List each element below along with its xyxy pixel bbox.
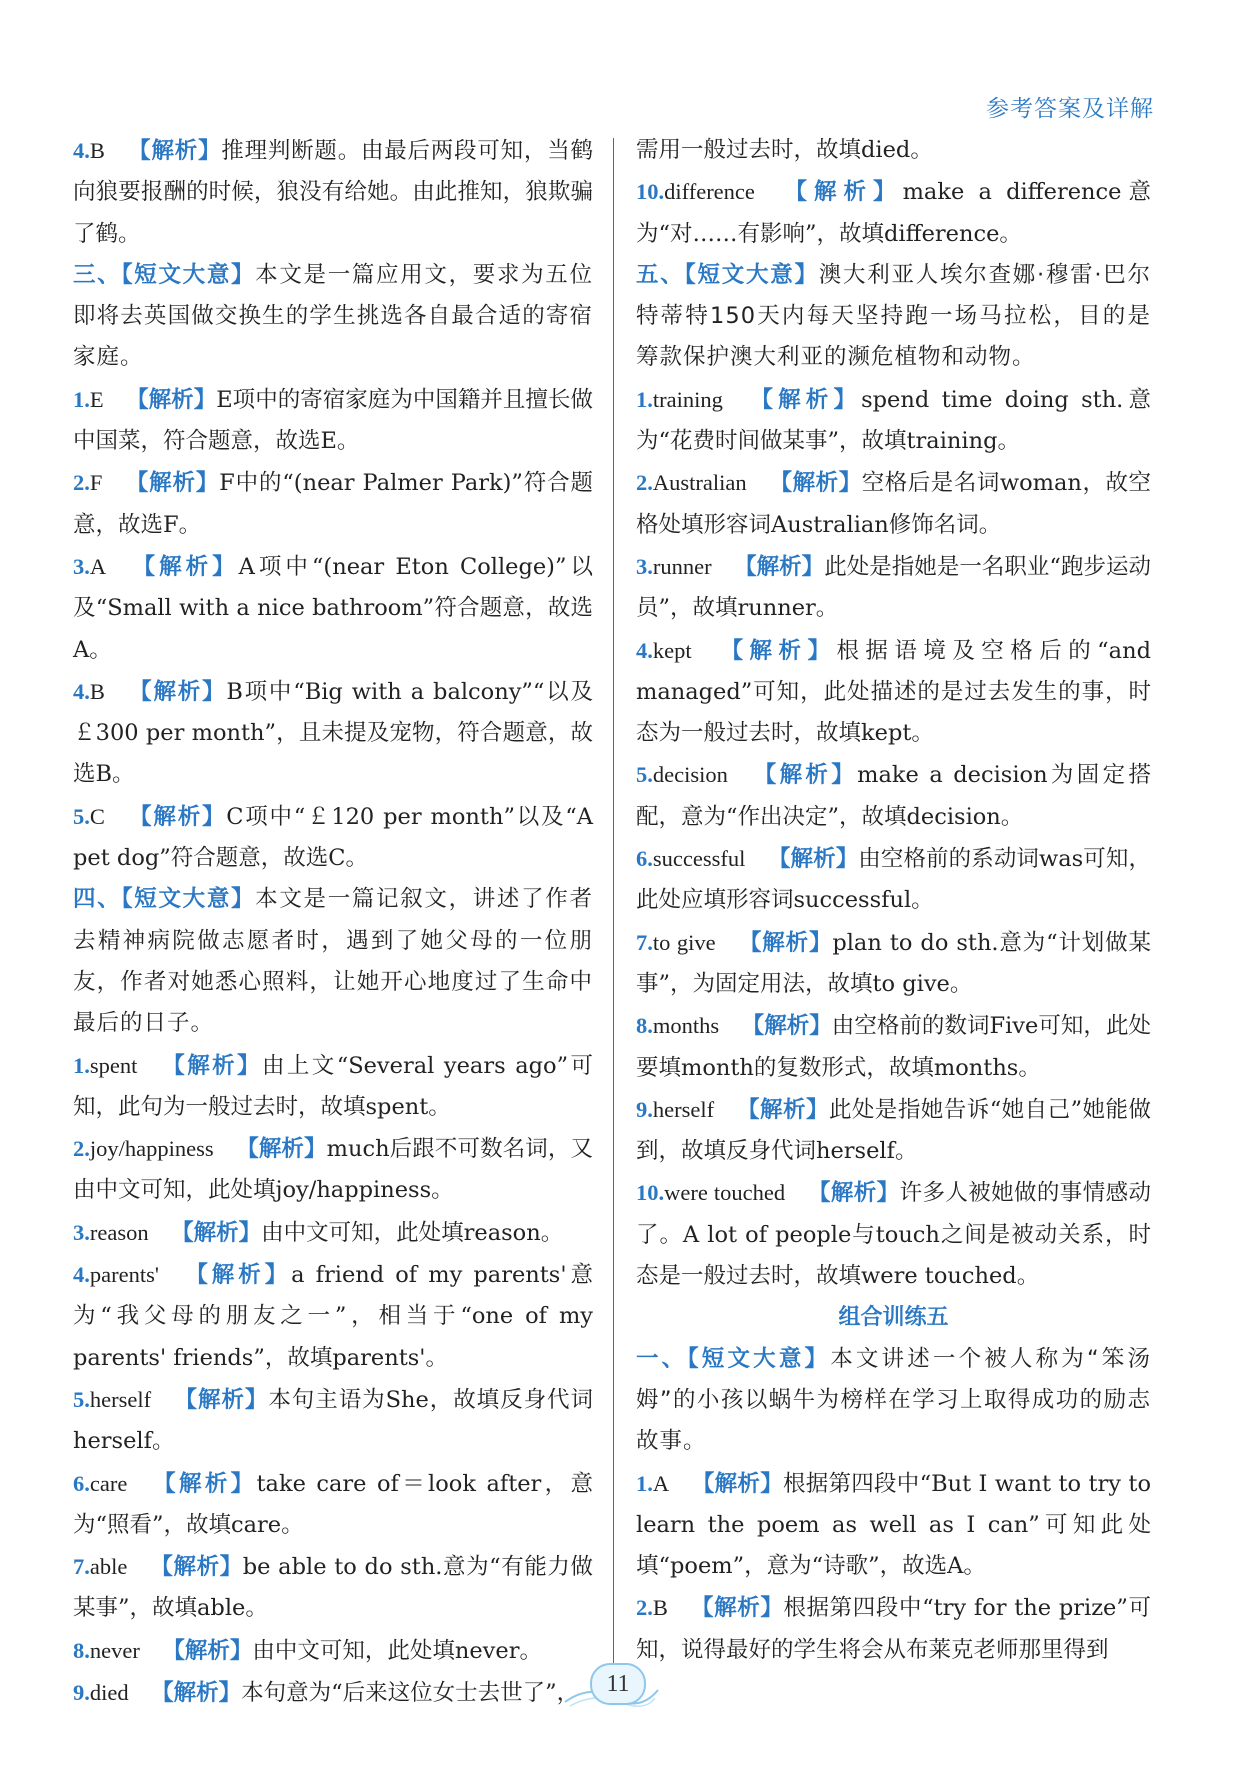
answer-value: C xyxy=(89,803,105,829)
answer-item xyxy=(73,671,593,796)
analysis-tag: 【解析】 xyxy=(149,1554,243,1581)
answer-item xyxy=(636,922,1151,1006)
answer-item xyxy=(636,1587,1151,1671)
section-number: 三、 xyxy=(73,261,122,288)
explanation-text: F中的“(near Palmer Park)”符合题意，故选F。 xyxy=(73,470,593,538)
answer-item xyxy=(636,379,1151,463)
answer-value: reason xyxy=(89,1219,149,1245)
answer-value: B xyxy=(652,1595,668,1621)
explanation-text: 由空格前的系动词was可知，此处应填形容词successful。 xyxy=(636,846,1151,914)
analysis-tag: 【解析】 xyxy=(777,179,903,206)
section-summary xyxy=(636,1339,1151,1463)
item-number: 4. xyxy=(73,1262,90,1288)
item-number: 8. xyxy=(636,1013,653,1039)
answer-value: months xyxy=(652,1013,720,1039)
page-footer xyxy=(560,1660,660,1706)
explanation-text: C项中“￡120 per month”以及“A pet dog”符合题意，故选C。 xyxy=(73,803,593,872)
explanation-text: 根据语境及空格后的“and managed”可知，此处描述的是过去发生的事，时态为一般过去时，故填kept。 xyxy=(636,637,1151,747)
answer-item xyxy=(636,546,1151,630)
analysis-tag: 【解析】 xyxy=(736,1096,829,1123)
explanation-text: make a decision为固定搭配，意为“作出决定”，故填decision。 xyxy=(636,762,1151,830)
answer-item xyxy=(636,462,1151,546)
answer-value: A xyxy=(652,1470,670,1496)
item-number: 2. xyxy=(73,1136,90,1162)
explanation-text: 本文讲述一个被人称为“笨汤姆”的小孩以蜗牛为榜样在学习上取得成功的励志故事。 xyxy=(636,1345,1151,1455)
answer-item xyxy=(73,462,593,546)
explanation-text: 推理判断题。由最后两段可知，当鹤向狼要报酬的时候，狼没有给她。由此推知，狼欺骗了鹤。 xyxy=(73,138,593,247)
column-divider xyxy=(613,138,614,1666)
item-number: 7. xyxy=(73,1554,90,1580)
explanation-text: 此处是指她是一名职业“跑步运动员”，故填runner。 xyxy=(636,553,1151,622)
answer-value: E xyxy=(89,386,104,412)
explanation-text: E项中的寄宿家庭为中国籍并且擅长做中国菜，符合题意，故选E。 xyxy=(73,386,593,455)
item-number: 2. xyxy=(636,470,653,496)
explanation-text: A项中“(near Eton College)”以及“Small with a nice bathroom”符合题意，故选A。 xyxy=(73,553,593,663)
answer-value: parents' xyxy=(89,1262,159,1288)
item-number: 8. xyxy=(73,1637,90,1663)
answer-item xyxy=(636,1172,1151,1297)
answer-item xyxy=(73,796,593,880)
section-summary xyxy=(73,879,593,1044)
item-number: 2. xyxy=(636,1595,653,1621)
item-number: 5. xyxy=(636,762,653,788)
answer-value: care xyxy=(89,1470,128,1496)
explanation-text: a friend of my parents'意为“我父母的朋友之一”，相当于“one of my parents' friends”，故填parents'。 xyxy=(73,1262,593,1371)
item-number: 3. xyxy=(73,1219,90,1245)
item-number: 6. xyxy=(73,1470,90,1496)
section-number: 四、 xyxy=(73,886,122,913)
answer-value: successful xyxy=(652,846,746,872)
item-number: 1. xyxy=(73,1052,90,1078)
section-number: 五、 xyxy=(636,261,685,288)
left-column xyxy=(73,130,593,1714)
explanation-text: 此处是指她告诉“她自己”她能做到，故填反身代词herself。 xyxy=(636,1096,1151,1165)
answer-item xyxy=(636,754,1151,838)
analysis-tag: 【解析】 xyxy=(127,138,222,164)
analysis-tag: 【解析】 xyxy=(807,1180,900,1207)
answer-value: F xyxy=(89,470,103,496)
item-number: 9. xyxy=(73,1679,90,1705)
answer-value: able xyxy=(89,1554,128,1580)
explanation-text: 根据第四段中“try for the prize”可知，说得最好的学生将会从布莱克老师那里得到 xyxy=(636,1595,1151,1663)
answer-item xyxy=(73,130,593,255)
analysis-tag: 【解析】 xyxy=(171,1219,262,1246)
answer-value: A xyxy=(89,553,107,579)
section-summary xyxy=(73,255,593,379)
answer-item xyxy=(73,1128,593,1212)
analysis-tag: 【解析】 xyxy=(159,1052,262,1079)
item-number: 5. xyxy=(73,1386,90,1412)
page-header-title: 参考答案及详解 xyxy=(986,96,1154,122)
answer-value: never xyxy=(89,1637,140,1663)
explanation-text: 空格后是名词woman，故空格处填形容词Australian修饰名词。 xyxy=(636,470,1151,538)
explanation-text: 由中文可知，此处填never。 xyxy=(252,1637,542,1664)
explanation-text: 本文是一篇应用文，要求为五位即将去英国做交换生的学生挑选各自最合适的寄宿家庭。 xyxy=(73,261,593,371)
answer-value: herself xyxy=(652,1096,715,1122)
answer-value: difference xyxy=(664,179,755,205)
answer-item xyxy=(636,838,1151,922)
explanation-text: 根据第四段中“But I want to try to learn the poem as well as I can”可知此处填“poem”，意为“诗歌”，故选A。 xyxy=(636,1470,1151,1580)
section-number: 一、 xyxy=(636,1345,688,1372)
answer-value: spent xyxy=(89,1052,138,1078)
analysis-tag: 【解析】 xyxy=(127,678,227,705)
item-number: 10. xyxy=(636,1180,665,1206)
item-number: 4. xyxy=(636,637,653,663)
answer-item xyxy=(636,1463,1151,1588)
analysis-tag: 【短文大意】 xyxy=(684,261,819,288)
answer-value: runner xyxy=(652,553,712,579)
answer-value: decision xyxy=(652,762,728,788)
item-number: 7. xyxy=(636,929,653,955)
right-column xyxy=(636,130,1151,1671)
page-number: 11 xyxy=(590,1663,646,1705)
explanation-text: 由中文可知，此处填reason。 xyxy=(261,1219,564,1246)
answer-item xyxy=(636,130,1151,171)
analysis-tag: 【解析】 xyxy=(162,1637,253,1664)
answer-value: died xyxy=(89,1679,129,1705)
analysis-tag: 【解析】 xyxy=(734,553,825,580)
answer-item xyxy=(73,1630,593,1672)
item-number: 4. xyxy=(73,138,90,163)
analysis-tag: 【解析】 xyxy=(181,1262,292,1289)
answer-item xyxy=(73,379,593,463)
explanation-text: much后跟不可数名词，又由中文可知，此处填joy/happiness。 xyxy=(73,1136,593,1204)
answer-value: kept xyxy=(652,637,692,663)
item-number: 1. xyxy=(636,386,653,412)
analysis-tag: 【解析】 xyxy=(767,846,859,873)
answer-value: B xyxy=(89,678,105,704)
answer-value: Australian xyxy=(652,470,747,496)
analysis-tag: 【解析】 xyxy=(236,1136,327,1163)
item-number: 3. xyxy=(636,553,653,579)
analysis-tag: 【解析】 xyxy=(127,803,227,830)
analysis-tag: 【短文大意】 xyxy=(687,1345,831,1372)
answer-value: B xyxy=(89,138,105,163)
item-number: 3. xyxy=(73,553,90,579)
answer-item xyxy=(73,1254,593,1379)
answer-item xyxy=(73,1672,593,1714)
analysis-tag: 【解析】 xyxy=(124,470,220,497)
answer-item xyxy=(73,1212,593,1254)
analysis-tag: 【短文大意】 xyxy=(121,261,256,288)
explanation-text: spend time doing sth.意为“花费时间做某事”，故填training。 xyxy=(636,386,1151,455)
analysis-tag: 【短文大意】 xyxy=(121,886,256,913)
item-number: 2. xyxy=(73,470,90,496)
answer-value: were touched xyxy=(664,1180,786,1206)
answer-value: joy/happiness xyxy=(89,1136,214,1162)
item-number: 1. xyxy=(73,386,90,412)
explanation-text: 需用一般过去时，故填died。 xyxy=(636,137,933,163)
answer-item xyxy=(73,1546,593,1630)
answer-value: to give xyxy=(652,929,716,955)
item-number: 6. xyxy=(636,846,653,872)
item-number: 4. xyxy=(73,678,90,704)
answer-item xyxy=(73,546,593,671)
explanation-text: 本句意为“后来这位女士去世了”， xyxy=(241,1679,580,1706)
analysis-tag: 【解析】 xyxy=(738,929,833,956)
answer-item xyxy=(636,171,1151,255)
analysis-tag: 【解析】 xyxy=(149,1470,257,1497)
explanation-text: be able to do sth.意为“有能力做某事”，故填able。 xyxy=(73,1554,593,1622)
explanation-text: take care of＝look after，意为“照看”，故填care。 xyxy=(73,1470,593,1538)
answer-item xyxy=(73,1379,593,1463)
explanation-text: plan to do sth.意为“计划做某事”，为固定用法，故填to give。 xyxy=(636,929,1151,997)
explanation-text: 澳大利亚人埃尔查娜·穆雷·巴尔特蒂特150天内每天坚持跑一场马拉松，目的是筹款保护澳大利亚的濒危植物和动物。 xyxy=(636,261,1151,371)
explanation-text: 本文是一篇记叙文，讲述了作者去精神病院做志愿者时，遇到了她父母的一位朋友，作者对她悉心照料，让她开心地度过了生命中最后的日子。 xyxy=(73,886,593,1037)
item-number: 1. xyxy=(636,1470,653,1496)
answer-item xyxy=(636,1089,1151,1173)
analysis-tag: 【解析】 xyxy=(690,1595,784,1622)
answer-value: herself xyxy=(89,1386,152,1412)
explanation-text: 由上文“Several years ago”可知，此句为一般过去时，故填spent。 xyxy=(73,1052,593,1120)
answer-item xyxy=(636,630,1151,755)
lesson-title: 组合训练五 xyxy=(838,1305,949,1331)
analysis-tag: 【解析】 xyxy=(128,553,239,580)
explanation-text: 由空格前的数词Five可知，此处要填month的复数形式，故填months。 xyxy=(636,1013,1151,1081)
analysis-tag: 【解析】 xyxy=(741,1013,832,1040)
analysis-tag: 【解析】 xyxy=(769,470,862,497)
answer-item xyxy=(73,1463,593,1547)
analysis-tag: 【解析】 xyxy=(750,762,858,789)
item-number: 9. xyxy=(636,1096,653,1122)
explanation-text: 许多人被她做的事情感动了。A lot of people与touch之间是被动关系，时态是一般过去时，故填were touched。 xyxy=(636,1180,1151,1290)
answer-value: training xyxy=(652,386,723,412)
answer-item xyxy=(636,1005,1151,1089)
analysis-tag: 【解析】 xyxy=(745,386,862,413)
analysis-tag: 【解析】 xyxy=(151,1679,242,1706)
analysis-tag: 【解析】 xyxy=(126,386,217,413)
explanation-text: make a difference意为“对……有影响”，故填difference。 xyxy=(636,179,1151,247)
analysis-tag: 【解析】 xyxy=(691,1470,783,1497)
answer-item xyxy=(73,1045,593,1129)
item-number: 10. xyxy=(636,179,665,205)
explanation-text: B项中“Big with a balcony”“以及￡300 per month”，且未提及宠物，符合题意，故选B。 xyxy=(73,678,593,788)
item-number: 5. xyxy=(73,803,90,829)
analysis-tag: 【解析】 xyxy=(714,637,837,664)
explanation-text: 本句主语为She，故填反身代词herself。 xyxy=(73,1386,593,1455)
section-summary xyxy=(636,255,1151,379)
analysis-tag: 【解析】 xyxy=(173,1386,269,1413)
